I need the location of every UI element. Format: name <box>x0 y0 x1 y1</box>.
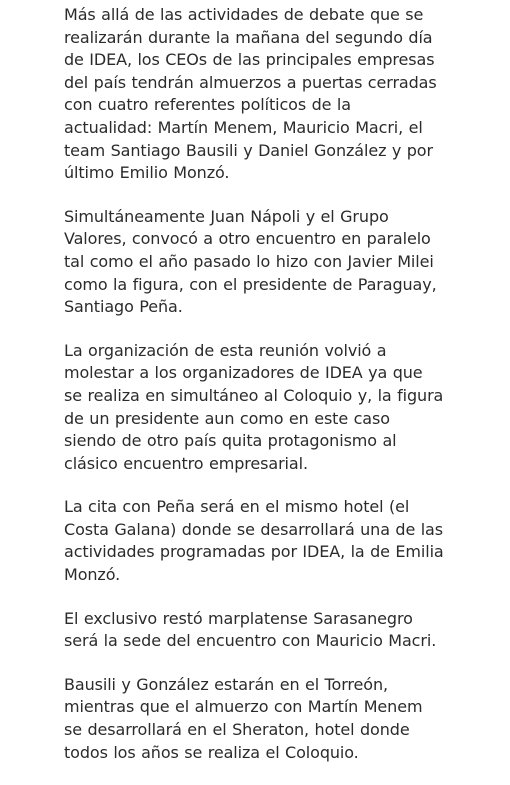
article-body <box>64 4 444 785</box>
paragraph-organization-annoyance: La organización de esta reunión volvió a molestar a los organizadores de IDEA ya que se realiza en simultáneo al Coloquio y, la figura de un presidente aun como en este caso siendo de otro país quita protagonismo al clásico encuentro empresarial. <box>64 340 444 473</box>
paragraph-parallel-meeting: Simultáneamente Juan Nápoli y el Grupo Valores, convocó a otro encuentro en paralelo tal como el año pasado lo hizo con Javier Milei como la figura, con el presidente de Paraguay, Santiago Peña. <box>64 206 437 317</box>
paragraph-macri-venue: El exclusivo restó marplatense Sarasanegro será la sede del encuentro con Mauricio Macri. <box>64 608 437 651</box>
paragraph-pena-venue: La cita con Peña será en el mismo hotel (el Costa Galana) donde se desarrollará una de las actividades programadas por IDEA, la de Emilia Monzó. <box>64 497 444 585</box>
paragraph-other-venues: Bausili y González estarán en el Torreón, mientras que el almuerzo con Martín Menem se desarrollará en el Sheraton, hotel donde todos los años se realiza el Coloquio. <box>64 674 423 762</box>
paragraph-ceo-lunches: Más allá de las actividades de debate que se realizarán durante la mañana del segundo día de IDEA, los CEOs de las principales empresas del país tendrán almuerzos a puertas cerradas con cuatro referentes políticos de la actualidad: Martín Menem, Mauricio Macri, el team Santiago Bausili y Daniel González y por último Emilio Monzó. <box>64 5 437 183</box>
